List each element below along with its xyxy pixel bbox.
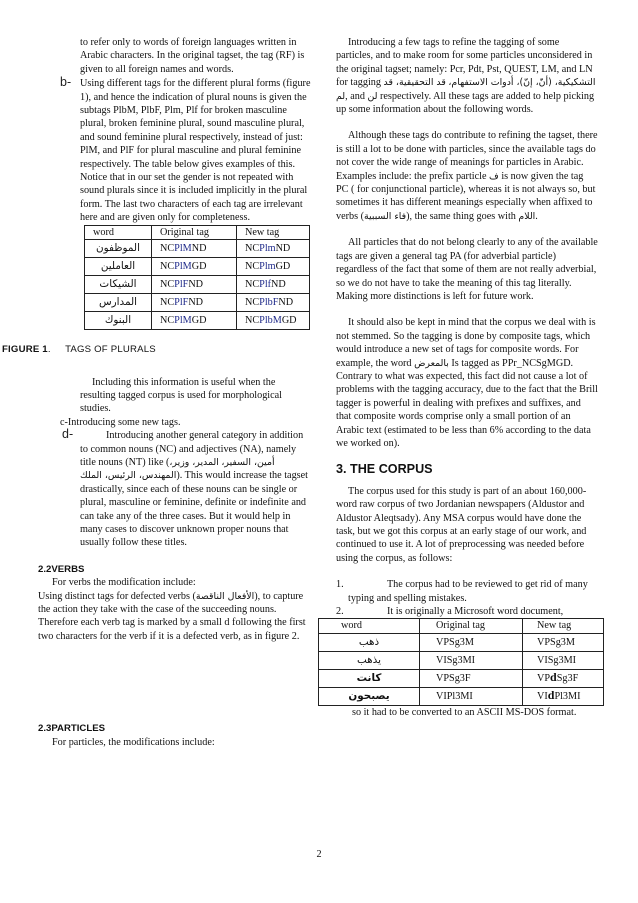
new-tag-cell: VIdPl3MI	[523, 687, 604, 705]
list-item-b	[38, 77, 313, 224]
paragraph-refining-tagset: Although these tags do contribute to refining the tagset, there is still a lot to be done with particles, since the available tags do not cover the wide range of meanings for particles in Arabic. Examples include: the prefix particle ف is now given the tag PC ( for conjunctional particle), whereas it is not always so, but sometimes it has different meanings especially when affixed to verbs (فاء السببية), the same thing goes with اللام.	[336, 130, 598, 222]
list-marker-d: d-	[62, 427, 74, 442]
new-tag-cell: NCPlmND	[237, 240, 310, 258]
table-row	[319, 687, 604, 705]
arabic-composite-word: بالمعرض	[414, 357, 449, 369]
arabic-word-cell: المدارس	[85, 294, 152, 312]
table-row	[319, 633, 604, 651]
table-row	[85, 240, 310, 258]
paragraph-particles-intro: For particles, the modifications include:	[52, 736, 215, 748]
arabic-causal-fa: فاء السببية	[364, 210, 407, 222]
new-tag-cell: NCPlmGD	[237, 258, 310, 276]
list-marker-b: b-	[60, 75, 72, 90]
arabic-word-cell: الشيكات	[85, 276, 152, 294]
figure-caption: FIGURE 1. TAGS OF PLURALS	[2, 344, 156, 356]
figure-title: TAGS OF PLURALS	[65, 344, 156, 356]
new-tag-cell: VISg3MI	[523, 651, 604, 669]
table-row	[85, 276, 310, 294]
new-tag-cell: NCPlbFND	[237, 294, 310, 312]
table-header-new: New tag	[237, 225, 310, 239]
new-tag-cell: VPdSg3F	[523, 669, 604, 687]
original-tag-cell: NCPlMGD	[152, 258, 237, 276]
paragraph-plural-forms: Using different tags for the different plural forms (figure 1), and hence the indication of plural nouns is given the subtags PlbM, PlbF, Plm, Plf for broken masculine plural, broken feminine plural, sound masculine plural, and sound feminine plural respectively, instead of just: PlM, and PlF for plural masculine and plural feminine respectively. The table below gives examples of this. Notice that in our set the gender is not repeated with sound plurals since it is included implicitly in the plural form. The last two characters of each tag are irrelevant here and are given only for completeness.	[80, 78, 311, 224]
table-header-word: word	[319, 619, 420, 633]
arabic-particles-3: لن	[367, 90, 378, 102]
arabic-prefix-particle: ف	[489, 170, 499, 182]
arabic-word-cell: الموظفون	[85, 240, 152, 258]
paragraph-new-tags: c-Introducing some new tags.	[60, 416, 181, 428]
original-tag-cell: VPSg3F	[420, 669, 523, 687]
paragraph-verbs-intro: For verbs the modification include:	[52, 577, 196, 589]
original-tag-cell: NCPlMGD	[152, 312, 237, 330]
arabic-titles-1: المدير، وزير،	[169, 456, 219, 468]
paragraph-particle-tags: Introducing a few tags to refine the tagging of some particles, and to make room for some particles unconsidered in the original tagset; namely: Pcr, Pdt, Pst, QUEST, LM, and LN for tagging قد التحقيقية، قد التشكيكية، (أنّ، إنّ)، أدوات الاستفهام، لم, and لن respectively. All these tags are added to help picking up some information about the following words.	[336, 37, 596, 116]
table-header-word: word	[85, 225, 152, 239]
paragraph-defected-verbs: Using distinct tags for defected verbs (الأفعال الناقصة), to capture the action they take with the case of the succeeding nouns. Therefore each verb tag is marked by a small d following the first two characters for the verb if it is a defected verb, as in figure 2.	[38, 590, 306, 642]
table-header-row	[319, 619, 604, 633]
new-tag-cell: VPSg3M	[523, 633, 604, 651]
page-number: 2	[316, 849, 322, 860]
table-header-new: New tag	[523, 619, 604, 633]
original-tag-cell: NCPlFND	[152, 294, 237, 312]
list-item-2-continued: so it had to be converted to an ASCII MS-DOS format.	[352, 706, 577, 718]
list-item-d	[38, 429, 313, 550]
figure-label: FIGURE 1	[2, 344, 48, 356]
table-row	[319, 651, 604, 669]
table-header-row	[85, 225, 310, 239]
original-tag-cell: NCPlMND	[152, 240, 237, 258]
original-tag-cell: VISg3MI	[420, 651, 523, 669]
original-tag-cell: VIPl3MI	[420, 687, 523, 705]
arabic-word-cell: البنوك	[85, 312, 152, 330]
table-row	[85, 312, 310, 330]
arabic-word-cell: ذهب	[319, 633, 420, 651]
paragraph-title-nouns: Introducing another general category in addition to common nouns (NC) and adjectives (NA), namely title nouns (NT) like (المدير، وزير، أمين، السفير، المهندس، الرئيس، الملك). This would increase the tagset drastically, since each of these nouns can be single or plural, masculine or feminine, definite or indefinite and can take any of the three cases. But it would help in many cases to discover unknown proper nouns that usually follow these titles.	[80, 430, 308, 549]
table-row	[85, 258, 310, 276]
arabic-defected-verbs: الأفعال الناقصة	[195, 590, 255, 602]
arabic-lam: اللام	[518, 210, 536, 222]
paragraph-morphology: Including this information is useful when the resulting tagged corpus is used for morphological studies.	[80, 376, 283, 415]
new-tag-cell: NCPlfND	[237, 276, 310, 294]
arabic-word-cell: كانت	[319, 669, 420, 687]
plural-tags-table	[84, 225, 310, 330]
paragraph-composite-tags: It should also be kept in mind that the corpus we deal with is not stemmed. So the tagging is done by composite tags, which would introduce a new set of tags for composite words. For example, the word بالمعرض Is tagged as PPr_NCSgMGD. Contrary to what was expected, this fact did not cause a lot of problems with the tagging accuracy, due to the fact that the Brill tagger is powerful in dealing with prefixes and suffixes, and that composite words comprise only a small portion of an Arabic text (estimated to be less than 6% according to the data we worked on).	[336, 317, 598, 449]
arabic-titles-2: أمين، السفير، المهندس، الرئيس، الملك	[80, 456, 275, 482]
verb-tags-table	[318, 618, 604, 705]
original-tag-cell: NCPlFND	[152, 276, 237, 294]
table-header-original: Original tag	[420, 619, 523, 633]
right-column	[336, 37, 598, 719]
arabic-particles-1: قد التحقيقية، قد	[383, 77, 446, 89]
original-tag-cell: VPSg3M	[420, 633, 523, 651]
arabic-word-cell: يصبحون	[319, 687, 420, 705]
left-column	[2, 37, 313, 749]
paragraph-foreign-words: to refer only to words of foreign languages written in Arabic characters. In the original tagset, the tag (RF) is given to all foreign names and words.	[80, 37, 305, 75]
section-heading-particles: 2.3PARTICLES	[38, 723, 105, 735]
paragraph-corpus: The corpus used for this study is part of an about 160,000-word raw corpus of two Jordanian newspapers (Aldustor and Aldustor Aleqtsady). Any MSA corpus would have done the task, but we got this corpus at an early stage of our work, and continued to use it. A lot of preprocessing was needed before using the corpus, as follows:	[336, 485, 587, 564]
table-row	[319, 669, 604, 687]
arabic-word-cell: يذهب	[319, 651, 420, 669]
table-row	[85, 294, 310, 312]
arabic-particles-2: التشكيكية، (أنّ، إنّ)، أدوات الاستفهام، لم	[336, 77, 596, 102]
arabic-word-cell: العاملين	[85, 258, 152, 276]
section-heading-corpus: 3. THE CORPUS	[336, 462, 433, 477]
section-heading-verbs: 2.2VERBS	[38, 563, 85, 575]
paragraph-general-tag: All particles that do not belong clearly to any of the available tags are given a general tag PA (for adverbial particle) regardless of the fact that some of them are not really adverbial, so we do not have to take the meaning of this tag literally. Making more distinctions is left for future work.	[336, 237, 598, 302]
list-item-1: 1. The corpus had to be reviewed to get rid of many typing and spelling mistakes.	[336, 579, 588, 604]
new-tag-cell: NCPlbMGD	[237, 312, 310, 330]
table-header-original: Original tag	[152, 225, 237, 239]
list-item-2: 2. It is originally a Microsoft word document,	[336, 606, 564, 618]
